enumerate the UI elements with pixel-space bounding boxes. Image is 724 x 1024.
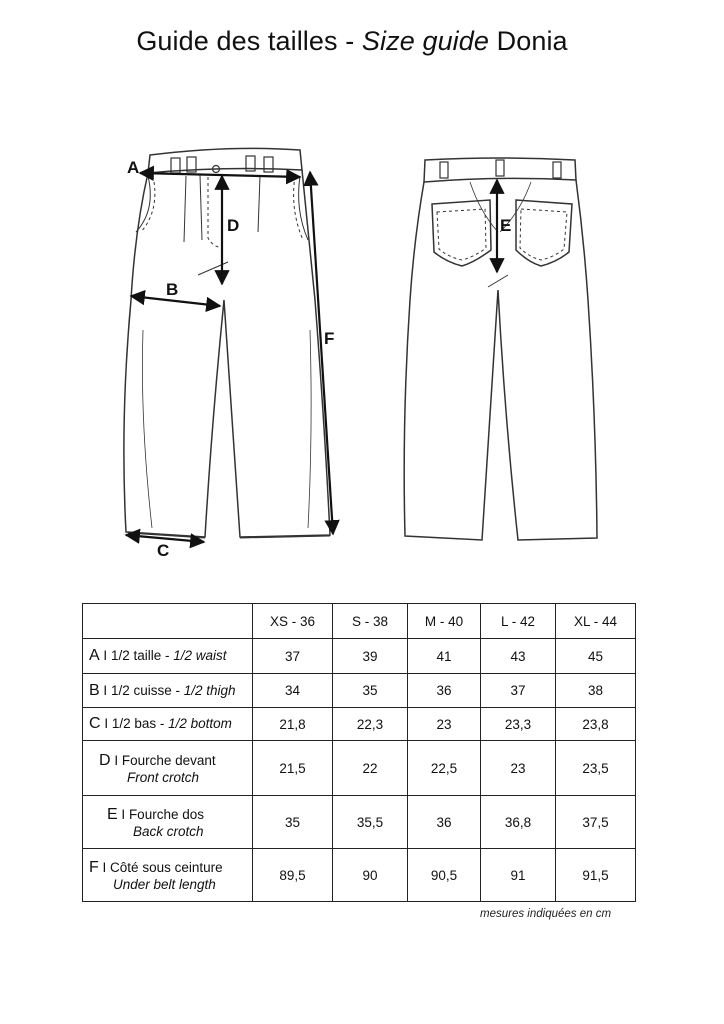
row-label-a: A I 1/2 taille - 1/2 waist	[83, 639, 253, 674]
label-a: A	[127, 158, 140, 177]
table-cell: 22,5	[408, 741, 481, 796]
table-cell: 39	[333, 639, 408, 674]
label-e: E	[500, 216, 512, 235]
table-cell: 34	[253, 674, 333, 708]
table-cell: 21,8	[253, 708, 333, 741]
measure-a-arrow	[140, 173, 300, 177]
row-label-e: E I Fourche dos Back crotch	[83, 796, 253, 849]
header-size-xs: XS - 36	[253, 604, 333, 639]
label-f: F	[324, 329, 335, 348]
table-cell: 43	[481, 639, 556, 674]
table-cell: 45	[556, 639, 636, 674]
title-english: Size guide	[361, 26, 490, 56]
table-row	[83, 708, 636, 741]
table-cell: 21,5	[253, 741, 333, 796]
back-pocket-right	[516, 200, 572, 266]
table-cell: 37	[481, 674, 556, 708]
table-cell: 91,5	[556, 849, 636, 902]
table-cell: 89,5	[253, 849, 333, 902]
table-cell: 23,8	[556, 708, 636, 741]
row-label-d: D I Fourche devant Front crotch	[83, 741, 253, 796]
table-cell: 38	[556, 674, 636, 708]
table-row	[83, 639, 636, 674]
table-cell: 35	[253, 796, 333, 849]
table-cell: 23	[481, 741, 556, 796]
measure-f-arrow	[310, 172, 333, 534]
table-cell: 36	[408, 674, 481, 708]
table-row	[83, 674, 636, 708]
title-french: Guide des tailles -	[136, 26, 362, 56]
table-cell: 23,3	[481, 708, 556, 741]
table-cell: 23	[408, 708, 481, 741]
table-cell: 22,3	[333, 708, 408, 741]
header-empty-cell	[83, 604, 253, 639]
front-trousers	[124, 148, 330, 538]
header-size-s: S - 38	[333, 604, 408, 639]
label-b: B	[166, 280, 179, 299]
title-product: Donia	[489, 26, 568, 56]
row-label-b: B I 1/2 cuisse - 1/2 thigh	[83, 674, 253, 708]
header-size-m: M - 40	[408, 604, 481, 639]
header-size-xl: XL - 44	[556, 604, 636, 639]
table-row	[83, 849, 636, 902]
table-cell: 35,5	[333, 796, 408, 849]
table-cell: 41	[408, 639, 481, 674]
table-cell: 23,5	[556, 741, 636, 796]
table-cell: 37	[253, 639, 333, 674]
size-table	[82, 603, 636, 902]
row-label-c: C I 1/2 bas - 1/2 bottom	[83, 708, 253, 741]
belt-loop	[264, 157, 273, 172]
row-label-f: F I Côté sous ceinture Under belt length	[83, 849, 253, 902]
table-cell: 36	[408, 796, 481, 849]
table-cell: 35	[333, 674, 408, 708]
table-row	[83, 796, 636, 849]
header-size-l: L - 42	[481, 604, 556, 639]
table-row	[83, 741, 636, 796]
table-cell: 90	[333, 849, 408, 902]
table-cell: 91	[481, 849, 556, 902]
label-c: C	[157, 541, 170, 560]
table-cell: 22	[333, 741, 408, 796]
table-header-row	[83, 604, 636, 639]
units-note: mesures indiquées en cm	[480, 908, 612, 920]
table-cell: 37,5	[556, 796, 636, 849]
table-cell: 36,8	[481, 796, 556, 849]
table-cell: 90,5	[408, 849, 481, 902]
label-d: D	[227, 216, 240, 235]
